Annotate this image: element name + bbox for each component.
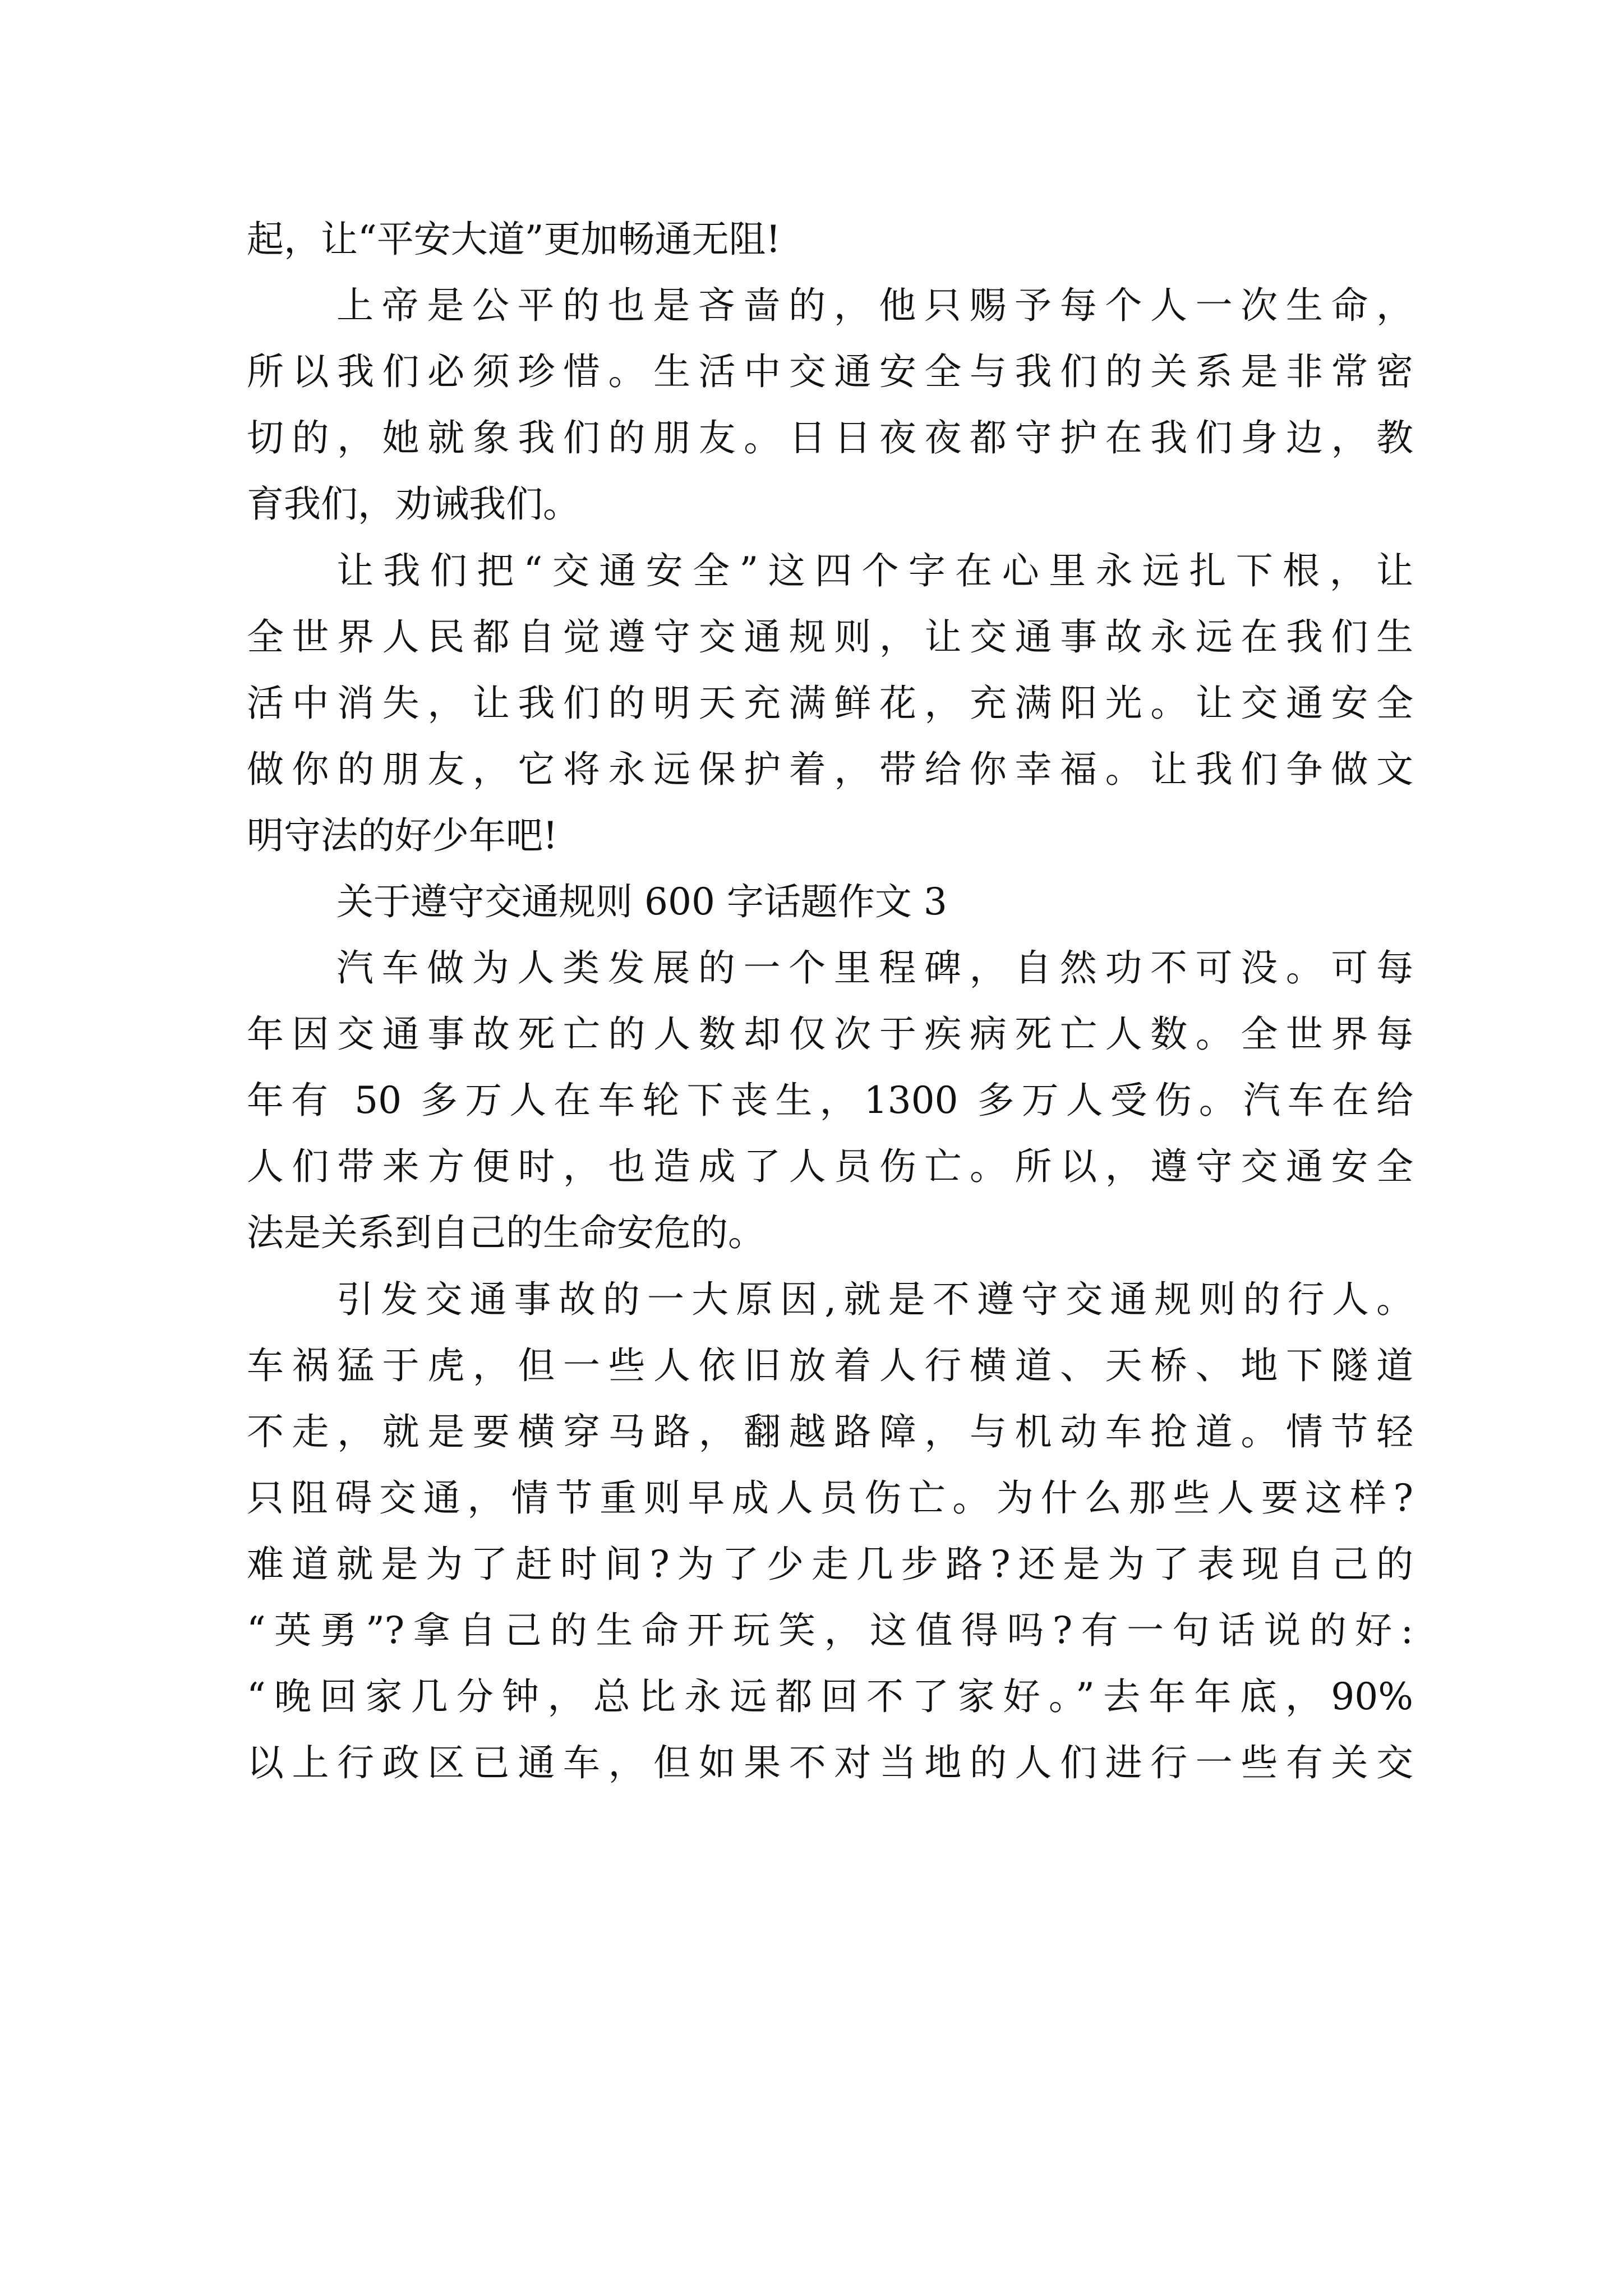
text-line: “英勇”?拿自己的生命开玩笑，这值得吗?有一句话说的好: [247,1609,1413,1652]
paragraph-first-line: 让我们把“交通安全”这四个字在心里永远扎下根，让 [336,549,1413,592]
text-line: 年因交通事故死亡的人数却仅次于疾病死亡人数。全世界每 [247,1013,1413,1056]
text-line: 法是关系到自己的生命安危的。 [247,1211,765,1254]
text-line: 难道就是为了赶时间?为了少走几步路?还是为了表现自己的 [247,1543,1413,1586]
text-line: 年有 50 多万人在车轮下丧生，1300 多万人受伤。汽车在给 [247,1079,1413,1122]
text-line: 所以我们必须珍惜。生活中交通安全与我们的关系是非常密 [247,350,1413,393]
text-line: 做你的朋友，它将永远保护着，带给你幸福。让我们争做文 [247,748,1413,791]
text-line: “晚回家几分钟，总比永远都回不了家好。”去年年底，90% [247,1675,1413,1718]
text-line: 活中消失，让我们的明天充满鲜花，充满阳光。让交通安全 [247,682,1413,725]
text-line: 明守法的好少年吧! [247,814,558,857]
paragraph-first-line: 上帝是公平的也是吝啬的，他只赐予每个人一次生命， [336,284,1413,327]
paragraph-first-line: 汽车做为人类发展的一个里程碑，自然功不可没。可每 [336,946,1413,990]
text-line: 车祸猛于虎，但一些人依旧放着人行横道、天桥、地下隧道 [247,1344,1413,1387]
text-line: 全世界人民都自觉遵守交通规则，让交通事故永远在我们生 [247,615,1413,659]
text-line: 起，让“平安大道”更加畅通无阻! [247,218,781,261]
text-line: 人们带来方便时，也造成了人员伤亡。所以，遵守交通安全 [247,1145,1413,1188]
paragraph-first-line: 引发交通事故的一大原因,就是不遵守交通规则的行人。 [336,1278,1413,1321]
text-line: 育我们，劝诫我们。 [247,482,580,526]
text-line: 以上行政区已通车，但如果不对当地的人们进行一些有关交 [247,1741,1413,1784]
text-line: 不走，就是要横穿马路，翻越路障，与机动车抢道。情节轻 [247,1410,1413,1453]
section-heading: 关于遵守交通规则 600 字话题作文 3 [336,880,947,923]
text-line: 只阻碍交通，情节重则早成人员伤亡。为什么那些人要这样? [247,1476,1413,1520]
text-line: 切的，她就象我们的朋友。日日夜夜都守护在我们身边，教 [247,416,1413,459]
